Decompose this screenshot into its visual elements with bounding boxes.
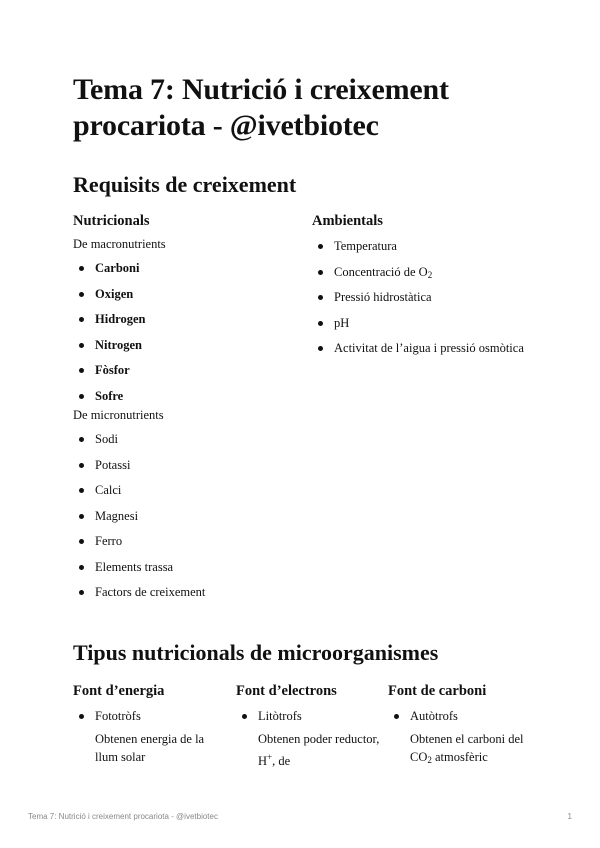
nutricionals-heading: Nutricionals [73, 213, 150, 229]
list-item: Pressió hidrostàtica [312, 289, 582, 315]
ambientals-column [312, 212, 582, 366]
ambientals-heading: Ambientals [312, 213, 383, 229]
electrons-list [236, 708, 381, 734]
nutricionals-column [73, 212, 293, 610]
list-item: Ferro [73, 533, 293, 559]
o2-text: Concentració de O [334, 264, 428, 279]
list-item: Autòtrofs [388, 708, 538, 734]
list-item: Carboni [73, 260, 293, 286]
list-item: Factors de creixement [73, 584, 293, 610]
list-item: Oxigen [73, 286, 293, 312]
list-item: Sofre [73, 388, 293, 414]
page-number: 1 [567, 812, 572, 821]
footer-title: Tema 7: Nutrició i creixement procariota - @ivetbiotec [28, 812, 218, 821]
list-item: Litòtrofs [236, 708, 381, 734]
list-item: Sodi [73, 431, 293, 457]
electrons-column [236, 682, 381, 770]
energia-list [73, 708, 223, 734]
energia-column [73, 682, 223, 766]
section-heading-tipus: Tipus nutricionals de microorganismes [73, 640, 439, 665]
list-item: Magnesi [73, 508, 293, 534]
energia-description: Obtenen energia de la llum solar [95, 731, 205, 764]
list-item: Potassi [73, 457, 293, 483]
co2-subscript: 2 [427, 754, 432, 765]
ambientals-list [312, 238, 582, 366]
carboni-list [388, 708, 538, 734]
list-item: Activitat de l’aigua i pressió osmòtica [312, 340, 582, 366]
micronutrients-label: De micronutrients [73, 408, 164, 422]
page-title: Tema 7: Nutrició i creixement procariota - @ivetbiotec [73, 73, 449, 142]
carboni-desc-text: Obtenen el carboni del CO [410, 731, 524, 764]
electrons-desc-suffix: , de [272, 753, 291, 768]
list-item: Hidrogen [73, 311, 293, 337]
macronutrients-list [73, 260, 293, 413]
list-item: Nitrogen [73, 337, 293, 363]
carboni-heading: Font de carboni [388, 683, 487, 699]
list-item [312, 264, 582, 290]
o2-subscript: 2 [427, 269, 433, 280]
hplus-superscript: + [267, 751, 273, 762]
list-item: Fòsfor [73, 362, 293, 388]
section-heading-requisits: Requisits de creixement [73, 172, 297, 197]
list-item: Fototròfs [73, 708, 223, 734]
carboni-column [388, 682, 538, 769]
electrons-description [236, 730, 381, 770]
carboni-desc-suffix: atmosfèric [431, 749, 488, 764]
energia-heading: Font d’energia [73, 683, 165, 699]
carboni-description [388, 730, 538, 769]
electrons-heading: Font d’electrons [236, 683, 337, 699]
electrons-desc-text: Obtenen poder reductor, H [258, 731, 380, 768]
list-item: Elements trassa [73, 559, 293, 585]
list-item: Temperatura [312, 238, 582, 264]
list-item: Calci [73, 482, 293, 508]
macronutrients-label: De macronutrients [73, 237, 166, 251]
micronutrients-list [73, 431, 293, 610]
list-item: pH [312, 315, 582, 341]
